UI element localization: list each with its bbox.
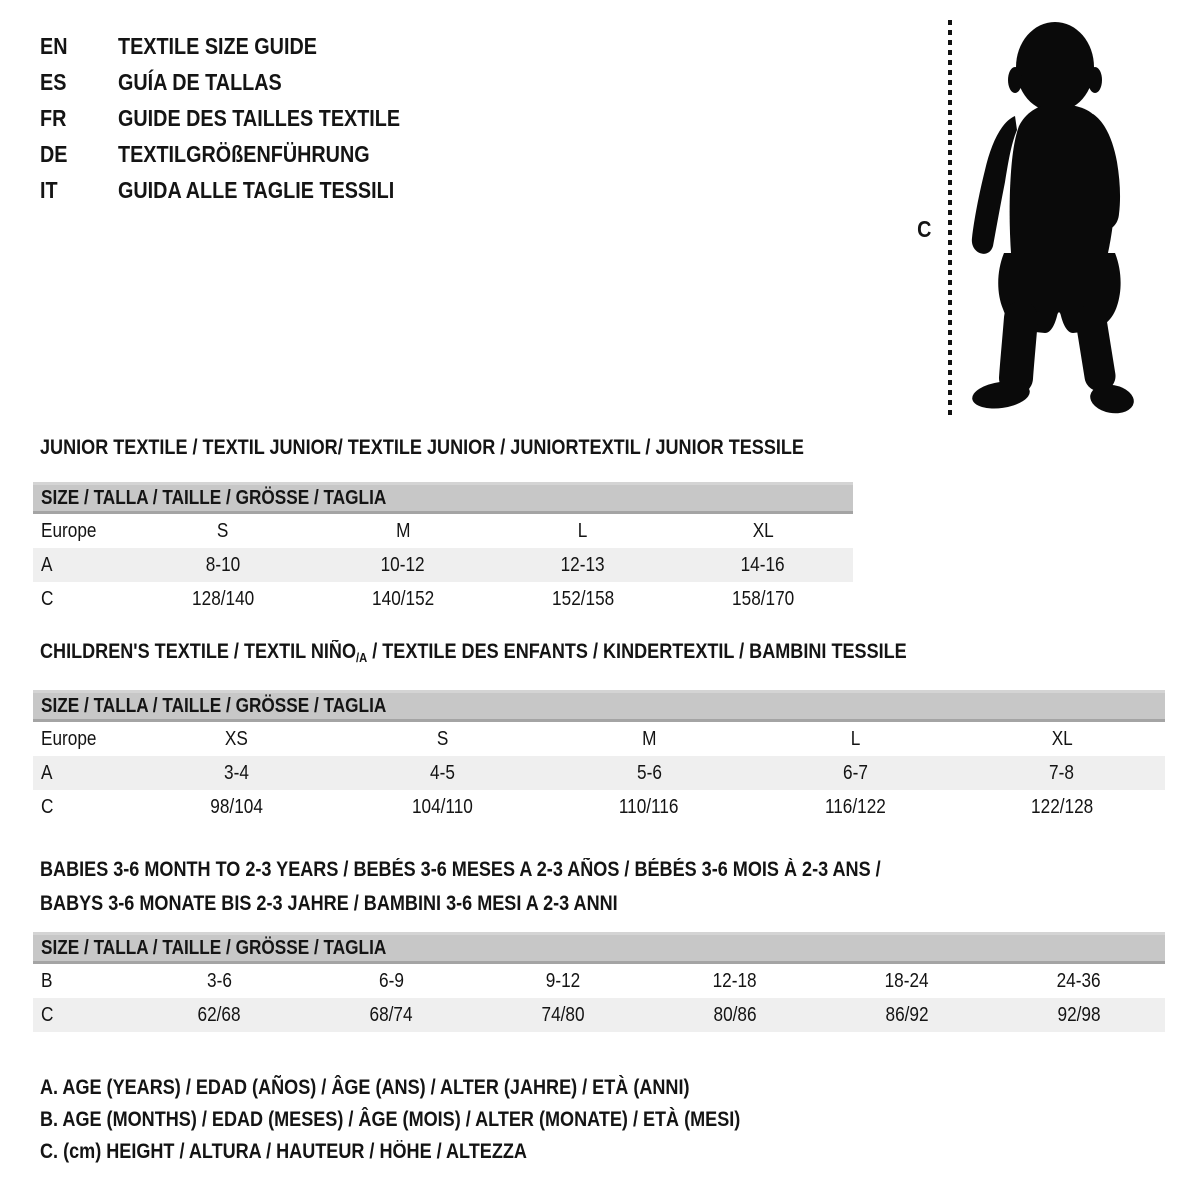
- table-row: [33, 722, 1165, 756]
- language-label: TEXTILE SIZE GUIDE: [118, 33, 317, 59]
- children-size-table: [33, 722, 1165, 824]
- size-header-bar: SIZE / TALLA / TAILLE / GRÖSSE / TAGLIA: [33, 932, 1165, 964]
- language-code: DE: [40, 141, 68, 167]
- nino-a-subscript: /A: [356, 650, 368, 665]
- junior-section-title: JUNIOR TEXTILE / TEXTIL JUNIOR/ TEXTILE JUNIOR / JUNIORTEXTIL / JUNIOR TESSILE: [40, 436, 804, 459]
- table-cell: 8-10: [205, 553, 241, 576]
- language-label: GUIDA ALLE TAGLIE TESSILI: [118, 177, 395, 203]
- table-cell: 6-7: [842, 761, 868, 784]
- table-row: [33, 790, 1165, 824]
- table-cell: 68/74: [369, 1003, 413, 1026]
- table-cell: 24-36: [1057, 969, 1101, 992]
- babies-size-table-section: [33, 932, 1165, 1032]
- legend-line-c: C. (cm) HEIGHT / ALTURA / HAUTEUR / HÖHE / ALTEZZA: [40, 1140, 527, 1163]
- language-row: [40, 28, 446, 64]
- table-cell: 12-18: [713, 969, 757, 992]
- language-code: FR: [40, 105, 67, 131]
- junior-size-table: [33, 514, 853, 616]
- table-cell: M: [641, 727, 657, 750]
- babies-section-title: BABIES 3-6 MONTH TO 2-3 YEARS / BEBÉS 3-6 MESES A 2-3 AÑOS / BÉBÉS 3-6 MOIS À 2-3 ANS / BABYS 3-6 MONATE BIS 2-3 JAHRE / BAMBINI 3-6 MESI A 2-3 ANNI: [40, 858, 881, 915]
- table-cell: M: [395, 519, 411, 542]
- language-code: IT: [40, 177, 58, 203]
- table-cell: 14-16: [741, 553, 785, 576]
- children-size-table-section: [33, 690, 1165, 824]
- table-cell: 9-12: [545, 969, 581, 992]
- measure-label-c: C: [917, 216, 932, 242]
- table-cell: 3-6: [206, 969, 232, 992]
- table-cell: 128/140: [191, 587, 255, 610]
- language-list: [40, 28, 446, 208]
- table-cell: L: [850, 727, 861, 750]
- table-row: [33, 548, 853, 582]
- table-cell: 86/92: [885, 1003, 929, 1026]
- language-label: TEXTILGRÖßENFÜHRUNG: [118, 141, 370, 167]
- legend-line-a: A. AGE (YEARS) / EDAD (AÑOS) / ÂGE (ANS) / ALTER (JAHRE) / ETÀ (ANNI): [40, 1076, 690, 1099]
- table-cell: XS: [224, 727, 248, 750]
- table-cell: XL: [1051, 727, 1073, 750]
- table-row: [33, 756, 1165, 790]
- table-cell: 7-8: [1049, 761, 1075, 784]
- table-cell: S: [436, 727, 449, 750]
- table-cell: 3-4: [223, 761, 249, 784]
- table-cell: 110/116: [619, 795, 679, 818]
- row-label-cell: B: [41, 969, 53, 992]
- size-header-bar: SIZE / TALLA / TAILLE / GRÖSSE / TAGLIA: [33, 690, 1165, 722]
- row-label-cell: C: [41, 795, 54, 818]
- table-cell: 80/86: [713, 1003, 757, 1026]
- table-cell: 122/128: [1030, 795, 1093, 818]
- table-cell: 62/68: [197, 1003, 241, 1026]
- language-label: GUIDE DES TAILLES TEXTILE: [118, 105, 401, 131]
- region-label-cell: Europe: [41, 727, 97, 750]
- row-label-cell: C: [41, 587, 54, 610]
- table-row: [33, 514, 853, 548]
- table-cell: 158/170: [731, 587, 795, 610]
- row-label-cell: A: [41, 761, 53, 784]
- junior-size-table-section: [33, 482, 853, 616]
- height-measure-line: [948, 20, 952, 418]
- table-cell: 74/80: [541, 1003, 585, 1026]
- language-row: [40, 136, 446, 172]
- row-label-cell: C: [41, 1003, 54, 1026]
- table-cell: 5-6: [636, 761, 662, 784]
- language-row: [40, 100, 446, 136]
- table-cell: 18-24: [885, 969, 929, 992]
- language-code: EN: [40, 33, 68, 59]
- table-cell: 104/110: [412, 795, 474, 818]
- table-cell: 92/98: [1057, 1003, 1101, 1026]
- region-label-cell: Europe: [41, 519, 97, 542]
- row-label-cell: A: [41, 553, 53, 576]
- language-label: GUÍA DE TALLAS: [118, 69, 282, 95]
- size-header-bar: SIZE / TALLA / TAILLE / GRÖSSE / TAGLIA: [33, 482, 853, 514]
- table-cell: 4-5: [430, 761, 456, 784]
- table-cell: S: [217, 519, 229, 542]
- table-cell: 140/152: [371, 587, 435, 610]
- table-cell: 10-12: [381, 553, 425, 576]
- toddler-silhouette: [963, 18, 1135, 418]
- table-row: [33, 998, 1165, 1032]
- language-row: [40, 172, 446, 208]
- legend: [40, 1072, 854, 1168]
- children-section-title: CHILDREN'S TEXTILE / TEXTIL NIÑO/A / TEXTILE DES ENFANTS / KINDERTEXTIL / BAMBINI TESSILE: [40, 640, 907, 665]
- babies-size-table: [33, 964, 1165, 1032]
- table-row: [33, 964, 1165, 998]
- table-cell: 152/158: [551, 587, 615, 610]
- table-cell: 116/122: [824, 795, 886, 818]
- language-code: ES: [40, 69, 67, 95]
- table-cell: 98/104: [209, 795, 263, 818]
- table-cell: XL: [752, 519, 774, 542]
- language-row: [40, 64, 446, 100]
- legend-line-b: B. AGE (MONTHS) / EDAD (MESES) / ÂGE (MOIS) / ALTER (MONATE) / ETÀ (MESI): [40, 1108, 741, 1131]
- table-cell: 12-13: [561, 553, 605, 576]
- table-cell: 6-9: [378, 969, 404, 992]
- table-cell: L: [578, 519, 588, 542]
- table-row: [33, 582, 853, 616]
